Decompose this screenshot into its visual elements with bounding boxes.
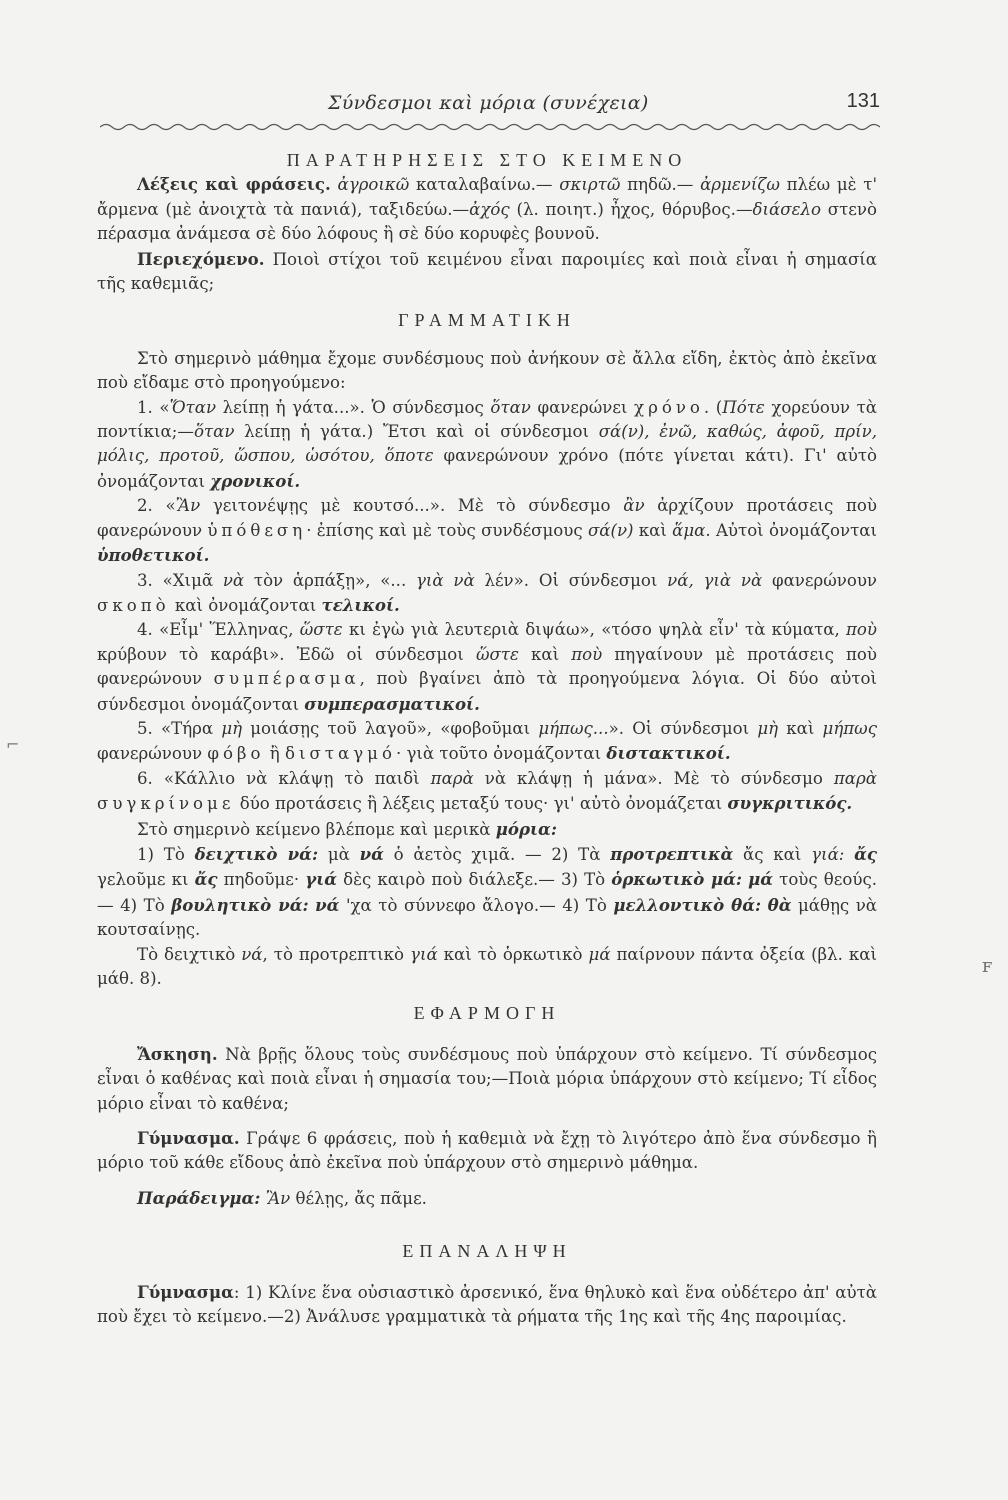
grammar-point-2: 2. «Ἂν γειτονέψῃς μὲ κουτσό...». Μὲ τὸ σύνδεσμο ἂν ἀρχίζουν προτάσεις ποὺ φανερώνουν ὑπόθεση· ἐπίσης καὶ μὲ τοὺς συνδέσμους σά(ν) καὶ ἅμα. Αὐτοὶ ὀνομάζονται ὑποθετικοί. bbox=[97, 496, 877, 566]
grammar-point-1: 1. «Ὅταν λείπῃ ἡ γάτα...». Ὁ σύνδεσμος ὅταν φανερώνει χρόνο. (Πότε χορεύουν τὰ ποντίκια;—ὅταν λείπῃ ἡ γάτα.) Ἔτσι καὶ οἱ σύνδεσμοι σά(ν), ἐνῶ, καθώς, ἀφοῦ, πρίν, μόλις, προτοῦ, ὥσπου, ὡσότου, ὅποτε φανερώνουν χρόνο (πότε γίνεται κάτι). Γι' αὐτὸ ὀνομάζονται χρονικοί. bbox=[97, 397, 878, 491]
page-number: 131 bbox=[846, 90, 880, 112]
review-paragraph: Γύμνασμα: 1) Κλίνε ἕνα οὐσιαστικὸ ἀρσενικό, ἕνα θηλυκὸ καὶ ἕνα οὐδέτερο ἀπ' αὐτὰ ποὺ ἔχει τὸ κείμενο.—2) Ἀνάλυσε γραμματικὰ τὰ ρήματα τῆς 1ης καὶ τῆς 4ης παροιμίας. bbox=[97, 1281, 877, 1327]
accent-note: Τὸ δειχτικὸ νά, τὸ προτρεπτικὸ γιά καὶ τὸ ὁρκωτικὸ μά παίρνουν πάντα ὀξεία (βλ. καὶ μάθ. 8). bbox=[97, 944, 877, 988]
heading-observations: ΠΑΡΑΤΗΡΗΣΕΙΣ ΣΤΟ ΚΕΙΜΕΝΟ bbox=[286, 150, 688, 170]
vocabulary-paragraph: Λέξεις καὶ φράσεις. ἀγροικῶ καταλαβαίνω.— σκιρτῶ πηδῶ.— ἀρμενίζω πλέω μὲ τ' ἄρμενα (μὲ ἀνοιχτὰ τὰ πανιά), ταξιδεύω.—ἀχός (λ. ποιητ.) ἦχος, θόρυβος.—διάσελο στενὸ πέρασμα ἀνάμεσα σὲ δύο λόφους ἢ σὲ δύο κορυφὲς βουνοῦ. bbox=[97, 174, 878, 244]
exercise-label: Ἄσκηση. bbox=[137, 1043, 218, 1064]
particles-intro: Στὸ σημερινὸ κείμενο βλέπομε καὶ μερικὰ μόρια: bbox=[137, 818, 557, 839]
particles-list: 1) Τὸ δειχτικὸ νά: μὰ νά ὁ ἀετὸς χιμᾶ. — 2) Τὰ προτρεπτικὰ ἄς καὶ γιά: ἄς γελοῦμε κι ἄς πηδοῦμε· γιά δὲς καιρὸ ποὺ διάλεξε.— 3) Τὸ ὁρκωτικὸ μά: μά τοὺς θεούς.— 4) Τὸ βουλητικὸ νά: νά 'χα τὸ σύννεφο ἄλογο.— 4) Τὸ μελλοντικὸ θά: θὰ μάθῃς νὰ κουτσαίνῃς. bbox=[97, 843, 878, 940]
grammar-point-5: 5. «Τήρα μὴ μοιάσῃς τοῦ λαγοῦ», «φοβοῦμαι μήπως...». Οἱ σύνδεσμοι μὴ καὶ μήπως φανερώνουν φόβο ἢ δισταγμό· γιὰ τοῦτο ὀνομάζονται διστακτικοί. bbox=[97, 718, 877, 764]
heading-application: ΕΦΑΡΜΟΓΗ bbox=[413, 1003, 561, 1024]
example-label: Παράδειγμα: bbox=[137, 1187, 261, 1208]
page-body bbox=[97, 148, 877, 1329]
margin-mark: ꜰ bbox=[982, 953, 993, 977]
content-paragraph: Περιεχόμενο. Ποιοὶ στίχοι τοῦ κειμένου εἶναι παροιμίες καὶ ποιὰ εἶναι ἡ σημασία τῆς καθεμιᾶς; bbox=[97, 248, 877, 294]
drill-label: Γύμνασμα. bbox=[137, 1128, 240, 1149]
margin-mark: ⌐ bbox=[6, 735, 20, 754]
exercise-paragraph: Ἄσκηση. Νὰ βρῇς ὅλους τοὺς συνδέσμους ποὺ ὑπάρχουν στὸ κείμενο. Τί σύνδεσμος εἶναι ὁ καθένας καὶ ποιὰ εἶναι ἡ σημασία του;—Ποιὰ μόρια ὑπάρχουν στὸ κείμενο; Τί εἶδος μόριο εἶναι τὸ καθένα; bbox=[97, 1043, 877, 1113]
drill-paragraph: Γύμνασμα. Γράψε 6 φράσεις, ποὺ ἡ καθεμιὰ νὰ ἔχῃ τὸ λιγότερο ἀπὸ ἕνα σύνδεσμο ἢ μόριο τοῦ κάθε εἴδους ἀπὸ ἐκεῖνα ποὺ ὑπάρχουν στὸ σημερινὸ μάθημα. bbox=[97, 1128, 877, 1173]
content-label: Περιεχόμενο. bbox=[137, 248, 265, 269]
grammar-point-3: 3. «Χιμᾶ νὰ τὸν ἁρπάξῃ», «... γιὰ νὰ λέν». Οἱ σύνδεσμοι νά, γιὰ νὰ φανερώνουν σκοπὸ καὶ ὀνομάζονται τελικοί. bbox=[97, 570, 877, 615]
chapter-title: Σύνδεσμοι καὶ μόρια (συνέχεια) bbox=[328, 92, 649, 114]
heading-review: ΕΠΑΝΑΛΗΨΗ bbox=[402, 1241, 572, 1262]
running-header bbox=[100, 88, 880, 120]
grammar-point-4: 4. «Εἶμ' Ἕλληνας, ὥστε κι ἐγὼ γιὰ λευτεριὰ διψάω», «τόσο ψηλὰ εἶν' τὰ κύματα, ποὺ κρύβουν τὸ καράβι». Ἐδῶ οἱ σύνδεσμοι ὥστε καὶ ποὺ πηγαίνουν μὲ προτάσεις ποὺ φανερώνουν συμπέρασμα, ποὺ βγαίνει ἀπὸ τὰ προηγούμενα λόγια. Οἱ δύο αὐτοὶ σύνδεσμοι ὀνομάζονται συμπερασματικοί. bbox=[97, 620, 878, 714]
grammar-point-6: 6. «Κάλλιο νὰ κλάψῃ τὸ παιδὶ παρὰ νὰ κλάψῃ ἡ μάνα». Μὲ τὸ σύνδεσμο παρὰ συγκρίνομε δύο προτάσεις ἢ λέξεις μεταξύ τους· γι' αὐτὸ ὀνομάζεται συγκριτικός. bbox=[97, 768, 877, 814]
grammar-intro: Στὸ σημερινὸ μάθημα ἔχομε συνδέσμους ποὺ ἀνήκουν σὲ ἄλλα εἴδη, ἐκτὸς ἀπὸ ἐκεῖνα ποὺ εἴδαμε στὸ προηγούμενο: bbox=[97, 348, 877, 393]
example-paragraph: Παράδειγμα: Ἂν θέλῃς, ἄς πᾶμε. bbox=[137, 1187, 427, 1208]
heading-grammar: ΓΡΑΜΜΑΤΙΚΗ bbox=[398, 310, 576, 331]
vocabulary-label: Λέξεις καὶ φράσεις. bbox=[137, 174, 331, 195]
review-label: Γύμνασμα bbox=[137, 1281, 234, 1302]
wavy-rule bbox=[100, 120, 880, 134]
